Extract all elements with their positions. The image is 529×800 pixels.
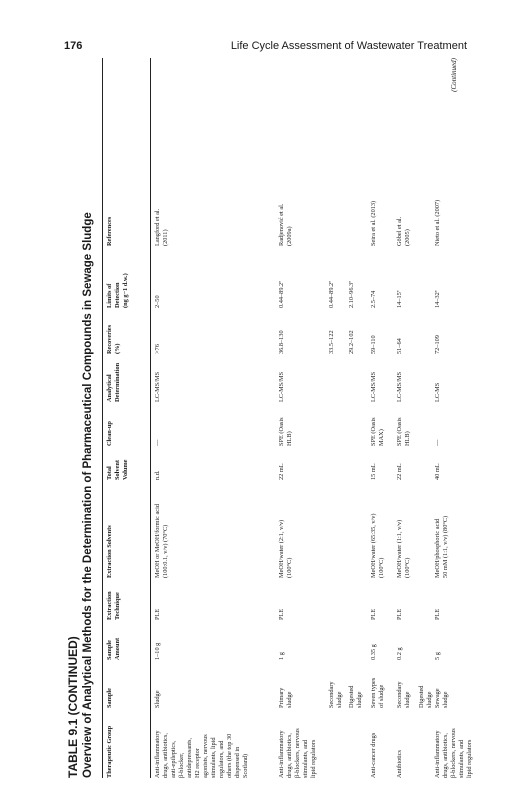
table-cell: LC-MS <box>434 382 441 402</box>
table-cell: Seira et al. (2013) <box>370 200 377 246</box>
table-cell: MeOH/phosphoric acid 50 mM (1:1, v/v) (80°C) <box>434 515 449 578</box>
table-cell: 22 mL <box>278 463 285 480</box>
table-cell: SPE (Oasis HLB) <box>396 417 411 446</box>
table-title: Overview of Analytical Methods for the Determination of Pharmaceutical Compounds in Sewage Sludge <box>82 212 94 778</box>
table-cell: Sewage sludge <box>434 688 449 708</box>
running-head: Life Cycle Assessment of Wastewater Treatment <box>230 40 467 52</box>
table-cell: Antibiotics <box>396 750 403 778</box>
table-cell: 0.44–89.2ª <box>278 281 285 308</box>
table-cell: 5 g <box>434 652 441 660</box>
table-cell: Anti-inflammatory drugs, antibiotics, β-blockers, nervous stimulants, and lipid regulators <box>278 728 317 778</box>
table-cell: Seven types of sludge <box>370 677 385 708</box>
table-cell: 72–109 <box>434 335 441 354</box>
table-cell: Anti-cancer drugs <box>370 732 377 778</box>
table-cell: 1 g <box>278 652 285 660</box>
table-cell: 14–15ª <box>396 290 403 308</box>
table-cell: MeOH/water (2:1, v/v) (100°C) <box>278 519 293 578</box>
column-header: References <box>106 216 113 246</box>
column-header: Sample <box>106 688 113 708</box>
table-cell: Anti-inflammatory drugs, antibiotics, anti-epileptics, β-blocker, antidepressants, H2 receptor agonists, nervous stimulants, lipid regulators, and others (the top 30 dispensed in Scotland) <box>154 730 249 778</box>
table-top-rule <box>102 58 103 778</box>
column-header: Therapeutic Group <box>106 725 113 778</box>
table-cell: SPE (Oasis MAX) <box>370 417 385 446</box>
table-cell: LC-MS/MS <box>396 371 403 402</box>
column-header: Limits of Detection (ng g−1 d.w.) <box>106 273 129 308</box>
column-header: Extraction Technique <box>106 591 121 620</box>
table-cell: LC-MS/MS <box>154 371 161 402</box>
column-header: Recoveries (%) <box>106 324 121 354</box>
table-cell: Secondary sludge <box>328 681 343 708</box>
page-number: 176 <box>64 40 83 52</box>
table-cell: 15 mL <box>370 463 377 480</box>
table-cell: 2.10–96.3ª <box>348 281 355 308</box>
table-cell: 14–32ª <box>434 290 441 308</box>
column-header: Extraction Solvents <box>106 525 113 578</box>
table-cell: PLE <box>370 608 377 620</box>
table-cell: 51–64 <box>396 338 403 354</box>
table-cell: PLE <box>396 608 403 620</box>
table-cell: Nieto et al. (2007) <box>434 199 441 246</box>
column-header: Clean-up <box>106 421 113 446</box>
table-cell: 22 mL <box>396 463 403 480</box>
table-cell: >76 <box>154 344 161 354</box>
rotated-table <box>66 58 473 778</box>
table-cell: 40 mL <box>434 463 441 480</box>
table-cell: 0.44–89.2ª <box>328 281 335 308</box>
table-cell: SPE (Oasis HLB) <box>278 417 293 446</box>
table-cell: 0.35 g <box>370 644 377 660</box>
table-cell: Langford et al. (2011) <box>154 208 169 246</box>
table-cell: PLE <box>154 608 161 620</box>
table-cell: 33.5–122 <box>328 330 335 354</box>
table-cell: Anti-inflammatory drugs, antibiotics, β-blockers, nervous stimulants, and lipid regulators <box>434 728 473 778</box>
table-cell: — <box>434 439 441 446</box>
column-header: Total Solvent Volume <box>106 459 129 480</box>
table-cell: Primary sludge <box>278 687 293 708</box>
table-cell: 29.2–102 <box>348 330 355 354</box>
table-cell: — <box>154 439 161 446</box>
table-header-rule <box>150 58 151 778</box>
table-cell: LC-MS/MS <box>370 371 377 402</box>
table-cell: 36.8–130 <box>278 330 285 354</box>
table-cell: Digested sludge <box>418 685 433 708</box>
table-cell: 59–110 <box>370 335 377 354</box>
table-cell: LC-MS/MS <box>278 371 285 402</box>
column-header: Sample Amount <box>106 637 121 660</box>
table-cell: 2.5–74 <box>370 290 377 308</box>
table-cell: MeOH/water (1:1, v/v) (100°C) <box>396 519 411 578</box>
table-cell: Göbel et al. (2005) <box>396 216 411 246</box>
column-header: Analytical Determination <box>106 362 121 402</box>
table-cell: PLE <box>434 608 441 620</box>
table-cell: 1–10 g <box>154 642 161 660</box>
table-cell: MeOH or MeOH/formic acid (100:0.1, v/v) (70°C) <box>154 504 169 578</box>
table-cell: 2–50 <box>154 295 161 308</box>
table-cell: MeOH/water (65:35, v/v) (100°C) <box>370 513 385 578</box>
table-cell: Secondary sludge <box>396 681 411 708</box>
table-label: TABLE 9.1 (CONTINUED) <box>66 636 80 778</box>
table-cell: Radjenović et al. (2009a) <box>278 203 293 246</box>
table-cell: n.d. <box>154 470 161 480</box>
table-cell: PLE <box>278 608 285 620</box>
table-cell: 0.2 g <box>396 647 403 660</box>
table-cell: Sludge <box>154 690 161 708</box>
continued-note: (Continued) <box>450 58 458 92</box>
table-cell: Digested sludge <box>348 685 363 708</box>
